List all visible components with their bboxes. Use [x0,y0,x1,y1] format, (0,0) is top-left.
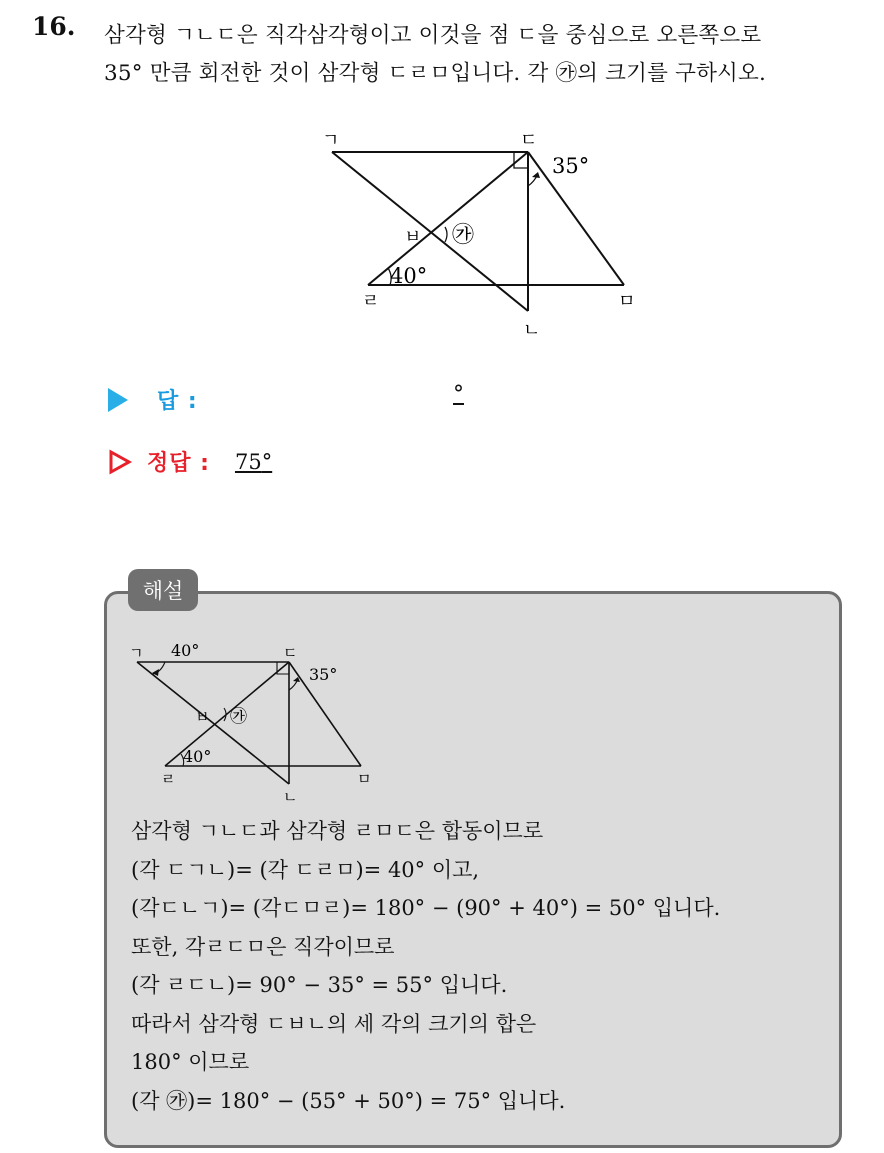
solution-angle-40-bottom: 40° [183,747,212,766]
answer-label: 답 : [157,389,198,414]
question-number: 16. [32,12,76,41]
outline-triangle-icon [108,449,132,475]
solution-box [104,591,842,1148]
solution-line: 또한, 각ㄹㄷㅁ은 직각이므로 [131,934,395,959]
correct-answer-label: 정답 : [147,451,210,476]
question-text-line-1: 삼각형 ㄱㄴㄷ은 직각삼각형이고 이것을 점 ㄷ을 중심으로 오른쪽으로 [104,23,762,48]
solution-line: 삼각형 ㄱㄴㄷ과 삼각형 ㄹㅁㄷ은 합동이므로 [131,819,544,843]
arrow-head [532,172,540,178]
solution-tab: 해설 [128,569,198,611]
correct-answer-row [108,446,272,477]
answer-input[interactable] [453,382,464,407]
answer-row [108,382,464,415]
point-label-r: ㄹ [362,291,380,312]
point-label-m: ㅁ [618,291,636,312]
problem-figure [310,128,650,343]
correct-value-number: 75 [234,449,262,474]
angle-label-35: 35° [552,154,590,178]
svg-text:ㄱ: ㄱ [129,644,144,662]
correct-value-degree: ° [261,449,273,474]
solution-line: (각 ㄹㄷㄴ)= 90° − 35° = 55° 입니다. [131,973,508,997]
solution-angle-40-top: 40° [171,641,200,660]
solution-line: 180° 이므로 [131,1050,250,1074]
svg-text:ㄹ: ㄹ [161,770,176,788]
svg-text:ㅁ: ㅁ [357,770,372,788]
solution-figure [123,634,383,806]
angle-label-40: 40° [390,264,428,288]
svg-text:ㄴ: ㄴ [283,788,298,806]
point-label-g: ㄱ [322,130,340,151]
solution-line: (각 ㄷㄱㄴ)= (각 ㄷㄹㅁ)= 40° 이고, [131,857,480,882]
solution-line: (각 ㉮)= 180° − (55° + 50°) = 75° 입니다. [131,1088,566,1113]
solution-line: (각ㄷㄴㄱ)= (각ㄷㅁㄹ)= 180° − (90° + 40°) = 50° 입니다. [131,896,721,920]
svg-text:ㄷ: ㄷ [283,644,298,662]
solution-text [131,812,720,1120]
svg-text:ㅂ: ㅂ [195,708,210,726]
point-label-d: ㄷ [520,130,538,151]
angle-label-ga: ㉮ [452,223,475,248]
point-label-n: ㄴ [523,320,541,341]
svg-text:㉮: ㉮ [230,707,247,727]
question-text-line-2: 35° 만큼 회전한 것이 삼각형 ㄷㄹㅁ입니다. 각 ㉮의 크기를 구하시오. [104,61,767,86]
answer-degree-unit: ° [453,382,464,407]
solution-angle-35: 35° [309,665,338,684]
play-triangle-icon [108,388,128,412]
solution-line: 따라서 삼각형 ㄷㅂㄴ의 세 각의 크기의 합은 [131,1011,537,1036]
correct-answer-value [235,450,272,474]
point-label-b: ㅂ [404,227,422,248]
angle-arc-ga [445,227,447,242]
